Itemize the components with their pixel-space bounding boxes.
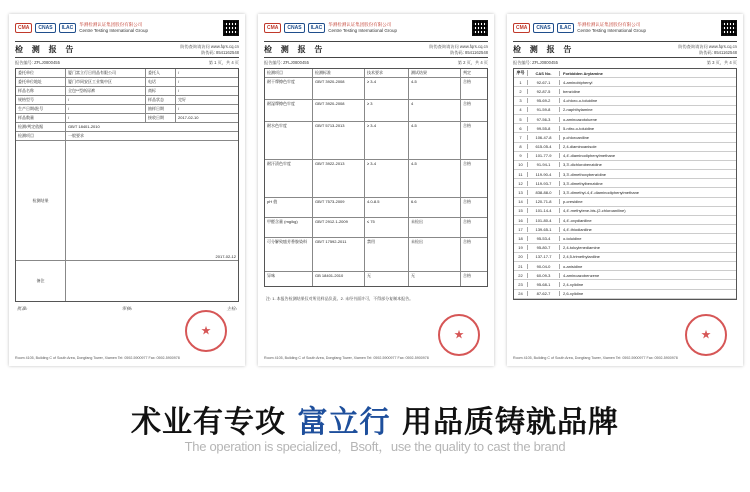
cell: 19 xyxy=(514,245,528,250)
cell: 99-55-8 xyxy=(528,126,560,131)
cell: 3,3'-dimethyl-4,4'-diaminodiphenylmethane xyxy=(563,190,640,196)
cell: 4 xyxy=(409,100,461,121)
cell: 合格 xyxy=(463,101,471,106)
cell: 无 xyxy=(409,272,461,286)
cell: 11 xyxy=(514,172,528,177)
cell: o-anisidine xyxy=(563,263,583,269)
report-no: ZFLJ0800455 xyxy=(283,60,309,65)
qr-code-icon xyxy=(472,20,488,36)
report-title: 检 测 报 告 xyxy=(15,45,77,54)
cell: 4,4'-thiodianiline xyxy=(563,226,592,232)
header-cell: 判定 xyxy=(463,70,471,75)
cell: 委托单位地址 xyxy=(16,78,66,86)
table-row xyxy=(514,244,736,253)
cell: 101-77-9 xyxy=(528,153,560,158)
slogan-english: The operation is specialized，Bsoft，use the quality to cast the brand xyxy=(184,439,566,454)
cell: pH 值 xyxy=(265,198,313,217)
cell: 禁用 xyxy=(365,238,409,271)
remark-row xyxy=(16,261,238,301)
table-row xyxy=(16,78,238,87)
cell: 13 xyxy=(514,190,528,195)
signature-review: 审核: xyxy=(121,307,133,312)
cell: 4 xyxy=(514,107,528,112)
cell: 全包**型纸尿裤 xyxy=(66,87,146,95)
cell: GB 18401-2010 xyxy=(313,272,365,286)
table-row xyxy=(514,124,736,133)
cell: benzidine xyxy=(563,88,581,94)
cell: 合格 xyxy=(463,199,471,204)
cell: 无 xyxy=(365,272,409,286)
cell: 2-naphthylamine xyxy=(563,107,593,113)
table-row xyxy=(514,198,736,207)
report-meta xyxy=(429,44,488,55)
cell: ≥ 3 xyxy=(365,100,409,121)
table-row xyxy=(265,78,487,100)
table-row xyxy=(514,271,736,280)
cell: GB/T 18401-2010 xyxy=(68,124,100,129)
cell: 2,4-diaminoanisole xyxy=(563,144,597,150)
cell: 6.6 xyxy=(409,198,461,217)
table-row xyxy=(514,253,736,262)
page-number: 第 2 页，共 4 页 xyxy=(457,60,488,65)
cma-logo: CMA xyxy=(15,23,32,33)
table-row xyxy=(265,160,487,198)
cell: 检测项目 xyxy=(16,132,66,140)
header-cell: CAS No. xyxy=(528,71,560,76)
cell: o-aminoazotoluene xyxy=(563,116,598,122)
cell: 生产日期/批号 xyxy=(16,105,66,113)
cnas-logo: CNAS xyxy=(533,23,553,33)
official-seal xyxy=(438,314,480,356)
cell: 120-71-8 xyxy=(528,199,560,204)
cell: 106-47-8 xyxy=(528,135,560,140)
cell: GB/T 3920-2008 xyxy=(313,78,365,99)
cell: 5-nitro-o-toluidine xyxy=(563,125,595,131)
cell: 可分解致癌芳香胺染料 xyxy=(265,238,313,271)
cell: 4,4'-oxydianiline xyxy=(563,217,592,223)
table-row xyxy=(514,87,736,96)
cell: 10 xyxy=(514,162,528,167)
table-row xyxy=(514,143,736,152)
cell: 耐干摩擦色牢度 xyxy=(265,78,313,99)
cell: 厦门富立行日用品有限公司 xyxy=(66,69,146,77)
cell: 完好 xyxy=(178,97,186,102)
cell: 24 xyxy=(514,291,528,296)
cell: 91-59-8 xyxy=(528,107,560,112)
cell: o-toluidine xyxy=(563,235,582,241)
conclusion-date: 2017-02-12 xyxy=(215,254,236,259)
table-row xyxy=(514,133,736,142)
cell: 4-aminoazobenzene xyxy=(563,272,600,278)
cell: 抽样日期 xyxy=(146,105,176,113)
cell: 厦门市同安区工业集中区 xyxy=(66,78,146,86)
cell: GB/T 5713-2013 xyxy=(313,122,365,159)
cell: 3,3'-dichlorobenzidine xyxy=(563,162,602,168)
lab-name-cn: 华测检测认证集团股份有限公司 xyxy=(577,22,641,27)
cell: / xyxy=(66,96,146,104)
table-row xyxy=(514,115,736,124)
cell: 139-65-1 xyxy=(528,227,560,232)
cell: 委托单位 xyxy=(16,69,66,77)
lab-name-cn: 华测检测认证集团股份有限公司 xyxy=(79,22,143,27)
cell: 20 xyxy=(514,254,528,259)
cell: ≤ 75 xyxy=(365,218,409,237)
header-cell: 测试结果 xyxy=(409,69,461,77)
lab-name-cn: 华测检测认证集团股份有限公司 xyxy=(328,22,392,27)
official-seal xyxy=(185,310,227,352)
cell: 4,4'-methylene-bis-(2-chloroaniline) xyxy=(563,208,626,214)
cell: 95-68-1 xyxy=(528,282,560,287)
cell: 合格 xyxy=(463,239,471,244)
page-footer: Room 4105, Building C of South Area, Dongfang Tower, Xiamen Tel: 0592-5900977 Fax: 0592-5900978 xyxy=(15,356,180,360)
ilac-logo: ILAC xyxy=(308,23,326,33)
brand-slogan xyxy=(0,397,750,441)
report-no-label: 报告编号: xyxy=(264,60,282,65)
lab-name-en: Centre Testing International Group xyxy=(328,28,397,33)
cell: 规格型号 xyxy=(16,96,66,104)
cell: / xyxy=(66,114,146,122)
cell: p-chloroaniline xyxy=(563,134,590,140)
cell: 2,4,5-trimethylaniline xyxy=(563,254,600,260)
cell: 119-90-4 xyxy=(528,172,560,177)
cell: 14 xyxy=(514,199,528,204)
cell: 6 xyxy=(514,126,528,131)
ilac-logo: ILAC xyxy=(59,23,77,33)
header-logos xyxy=(264,18,488,38)
meta-line: 防伪查询请访问 www.fqrs.cq.cn xyxy=(180,44,239,49)
cell: GB/T 17592-2011 xyxy=(313,238,365,271)
lab-name-en: Centre Testing International Group xyxy=(79,28,148,33)
cell: 异味 xyxy=(265,272,313,286)
table-row xyxy=(514,262,736,271)
qr-code-icon xyxy=(223,20,239,36)
cell: 119-93-7 xyxy=(528,181,560,186)
table-row xyxy=(514,97,736,106)
table-row xyxy=(514,225,736,234)
table-row xyxy=(514,188,736,197)
table-row xyxy=(514,179,736,188)
report-title: 检 测 报 告 xyxy=(513,45,575,54)
report-sub-row xyxy=(513,60,737,66)
cell: 耐汗渍色牢度 xyxy=(265,160,313,197)
cell: 商标 xyxy=(146,87,176,95)
signature-test: 主检: xyxy=(226,307,237,312)
cell: / xyxy=(66,105,146,113)
cell: 合格 xyxy=(463,161,471,166)
table-row xyxy=(265,218,487,238)
remark-body xyxy=(66,261,238,301)
report-meta xyxy=(180,44,239,55)
cell: 合格 xyxy=(463,273,471,278)
cnas-logo: CNAS xyxy=(35,23,55,33)
cell: 3,3'-dimethylbenzidine xyxy=(563,180,603,186)
report-title-bar xyxy=(264,41,488,58)
cell: 4-5 xyxy=(409,160,461,197)
report-sub-row xyxy=(15,60,239,66)
table-row xyxy=(514,152,736,161)
cell: 4-5 xyxy=(409,78,461,99)
cell: 电话 xyxy=(146,78,176,86)
result-body xyxy=(66,141,238,260)
meta-line: 防伪码: 8541162548 xyxy=(201,49,239,55)
official-seal xyxy=(685,314,727,356)
report-page-3 xyxy=(507,14,743,366)
table-row xyxy=(16,69,238,78)
table-row xyxy=(514,280,736,289)
cell: 91-94-1 xyxy=(528,162,560,167)
table-row xyxy=(16,96,238,105)
cell: / xyxy=(178,79,180,84)
cell: 22 xyxy=(514,273,528,278)
cell: 2,4-xylidine xyxy=(563,281,584,287)
cell: 2,4-toluylenediamine xyxy=(563,245,600,251)
info-table xyxy=(15,68,239,302)
report-page-1 xyxy=(9,14,245,366)
table-row xyxy=(514,207,736,216)
header-cell: 检测项目 xyxy=(265,69,313,77)
cell: 4,4'-diaminodiphenylmethane xyxy=(563,153,616,159)
cell: / xyxy=(178,88,180,93)
cell: 甲醛含量 (mg/kg) xyxy=(265,218,313,237)
cell: 9 xyxy=(514,153,528,158)
slogan-brand: 富立行 xyxy=(297,405,391,440)
table-row xyxy=(514,78,736,87)
cell: GB/T 3922-2013 xyxy=(313,160,365,197)
table-header xyxy=(514,69,736,78)
cell: 838-88-0 xyxy=(528,190,560,195)
table-row xyxy=(16,114,238,123)
table-row xyxy=(16,105,238,114)
meta-line: 防伪查询请访问 www.fqrs.cq.cn xyxy=(429,44,488,49)
slogan-part-2: 用品质铸就品牌 xyxy=(390,405,619,440)
cell: p-cresidine xyxy=(563,199,583,205)
cell: 101-14-4 xyxy=(528,208,560,213)
cell: 样品名称 xyxy=(16,87,66,95)
report-page-2 xyxy=(258,14,494,366)
cell: 合格 xyxy=(463,79,471,84)
table-row xyxy=(514,106,736,115)
table-row xyxy=(514,290,736,299)
cell: GB/T 3920-2008 xyxy=(313,100,365,121)
cell: 15 xyxy=(514,208,528,213)
result-row xyxy=(16,141,238,261)
header-logos xyxy=(513,18,737,38)
page-footer: Room 4105, Building C of South Area, Dongfang Tower, Xiamen Tel: 0592-5900977 Fax: 0592-5900978 xyxy=(513,356,678,360)
cell: 97-56-3 xyxy=(528,117,560,122)
cell: 接收日期 xyxy=(146,114,176,122)
cell: 合格 xyxy=(463,219,471,224)
slogan-part-1: 术业有专攻 xyxy=(131,405,298,440)
cell: 未检出 xyxy=(409,238,461,271)
cell: 87-62-7 xyxy=(528,291,560,296)
table-header xyxy=(265,69,487,78)
cell: 12 xyxy=(514,181,528,186)
table-row xyxy=(265,238,487,272)
cell: 21 xyxy=(514,264,528,269)
cell: 一般要求 xyxy=(68,133,84,138)
cell: 23 xyxy=(514,282,528,287)
cell: 101-80-4 xyxy=(528,218,560,223)
cell: 检测/判定依据 xyxy=(16,123,66,131)
lab-name xyxy=(79,22,220,34)
cell: 95-69-2 xyxy=(528,98,560,103)
cell: 样品状态 xyxy=(146,96,176,104)
cell: 137-17-7 xyxy=(528,254,560,259)
signature-approve: 批准: xyxy=(17,307,28,312)
table-row xyxy=(265,122,487,160)
cell: 2 xyxy=(514,89,528,94)
table-row xyxy=(514,234,736,243)
report-meta xyxy=(678,44,737,55)
cell: 2017-02-10 xyxy=(178,115,199,120)
cell: 样品数量 xyxy=(16,114,66,122)
cell: / xyxy=(178,70,180,75)
cell: GB/T 2912.1-2009 xyxy=(313,218,365,237)
cell: 92-67-1 xyxy=(528,80,560,85)
cell: 3 xyxy=(514,98,528,103)
table-row xyxy=(514,161,736,170)
qr-code-icon xyxy=(721,20,737,36)
cell: 1 xyxy=(514,80,528,85)
cell: 615-05-4 xyxy=(528,144,560,149)
table-row xyxy=(265,198,487,218)
report-no-label: 报告编号: xyxy=(15,60,33,65)
cell: 17 xyxy=(514,227,528,232)
cell: 2,6-xylidine xyxy=(563,291,584,297)
cell: 合格 xyxy=(463,123,471,128)
header-cell: 技术要求 xyxy=(365,69,409,77)
table-row xyxy=(514,216,736,225)
table-row xyxy=(514,170,736,179)
header-cell: 序号 xyxy=(514,70,528,76)
table-row xyxy=(16,123,238,132)
cell: 耐湿摩擦色牢度 xyxy=(265,100,313,121)
cell: 未检出 xyxy=(409,218,461,237)
ilac-logo: ILAC xyxy=(557,23,575,33)
result-label: 检测结果 xyxy=(16,141,66,260)
cell: 90-04-0 xyxy=(528,264,560,269)
cell: 95-80-7 xyxy=(528,245,560,250)
header-logos xyxy=(15,18,239,38)
page-number: 第 3 页，共 4 页 xyxy=(706,60,737,65)
meta-line: 防伪码: 8541162548 xyxy=(699,49,737,55)
cell: 5 xyxy=(514,117,528,122)
lab-name-en: Centre Testing International Group xyxy=(577,28,646,33)
table-row xyxy=(265,100,487,122)
cell: ≥ 3-4 xyxy=(365,160,409,197)
remark-label: 备注 xyxy=(16,261,66,301)
cell: 92-87-5 xyxy=(528,89,560,94)
meta-line: 防伪查询请访问 www.fqrs.cq.cn xyxy=(678,44,737,49)
page-number: 第 1 页，共 4 页 xyxy=(208,60,239,65)
cell: 60-09-3 xyxy=(528,273,560,278)
cma-logo: CMA xyxy=(513,23,530,33)
header-cell: Forbidden Arylamine xyxy=(563,70,603,76)
table-row xyxy=(265,272,487,286)
cell: 18 xyxy=(514,236,528,241)
cell: 4.0-8.5 xyxy=(365,198,409,217)
cell: ≥ 3-4 xyxy=(365,78,409,99)
lab-name xyxy=(328,22,469,34)
report-title: 检 测 报 告 xyxy=(264,45,326,54)
page-footer: Room 4105, Building C of South Area, Dongfang Tower, Xiamen Tel: 0592-5900977 Fax: 0592-5900978 xyxy=(264,356,429,360)
cell: 4-5 xyxy=(409,122,461,159)
header-cell: 检测标准 xyxy=(313,69,365,77)
table-row xyxy=(16,87,238,96)
cell: ≥ 3-4 xyxy=(365,122,409,159)
lab-name xyxy=(577,22,718,34)
cell: 耐水色牢度 xyxy=(265,122,313,159)
cell: / xyxy=(178,106,180,111)
meta-line: 防伪码: 8541162548 xyxy=(450,49,488,55)
cell: 3,3'-dimethoxybenzidine xyxy=(563,171,607,177)
cma-logo: CMA xyxy=(264,23,281,33)
cell: 4-chloro-o-toluidine xyxy=(563,98,598,104)
report-no: ZFLJ0800455 xyxy=(532,60,558,65)
cell: 委托人 xyxy=(146,69,176,77)
report-sub-row xyxy=(264,60,488,66)
results-table xyxy=(264,68,488,287)
cnas-logo: CNAS xyxy=(284,23,304,33)
cell: GB/T 7573-2009 xyxy=(313,198,365,217)
arylamine-table xyxy=(513,68,737,300)
report-no-label: 报告编号: xyxy=(513,60,531,65)
report-no: ZFLJ0800455 xyxy=(34,60,60,65)
report-title-bar xyxy=(513,41,737,58)
cell: 16 xyxy=(514,218,528,223)
cell: 95-53-4 xyxy=(528,236,560,241)
cell: 7 xyxy=(514,135,528,140)
cell: 4-aminobiphenyl xyxy=(563,79,593,85)
report-title-bar xyxy=(15,41,239,58)
report-notes: 注: 1. 本报告检测结果仅对所送样品负责。2. 未经书面许可，不得部分复制本报告。 xyxy=(266,296,414,301)
table-row xyxy=(16,132,238,141)
cell: 8 xyxy=(514,144,528,149)
